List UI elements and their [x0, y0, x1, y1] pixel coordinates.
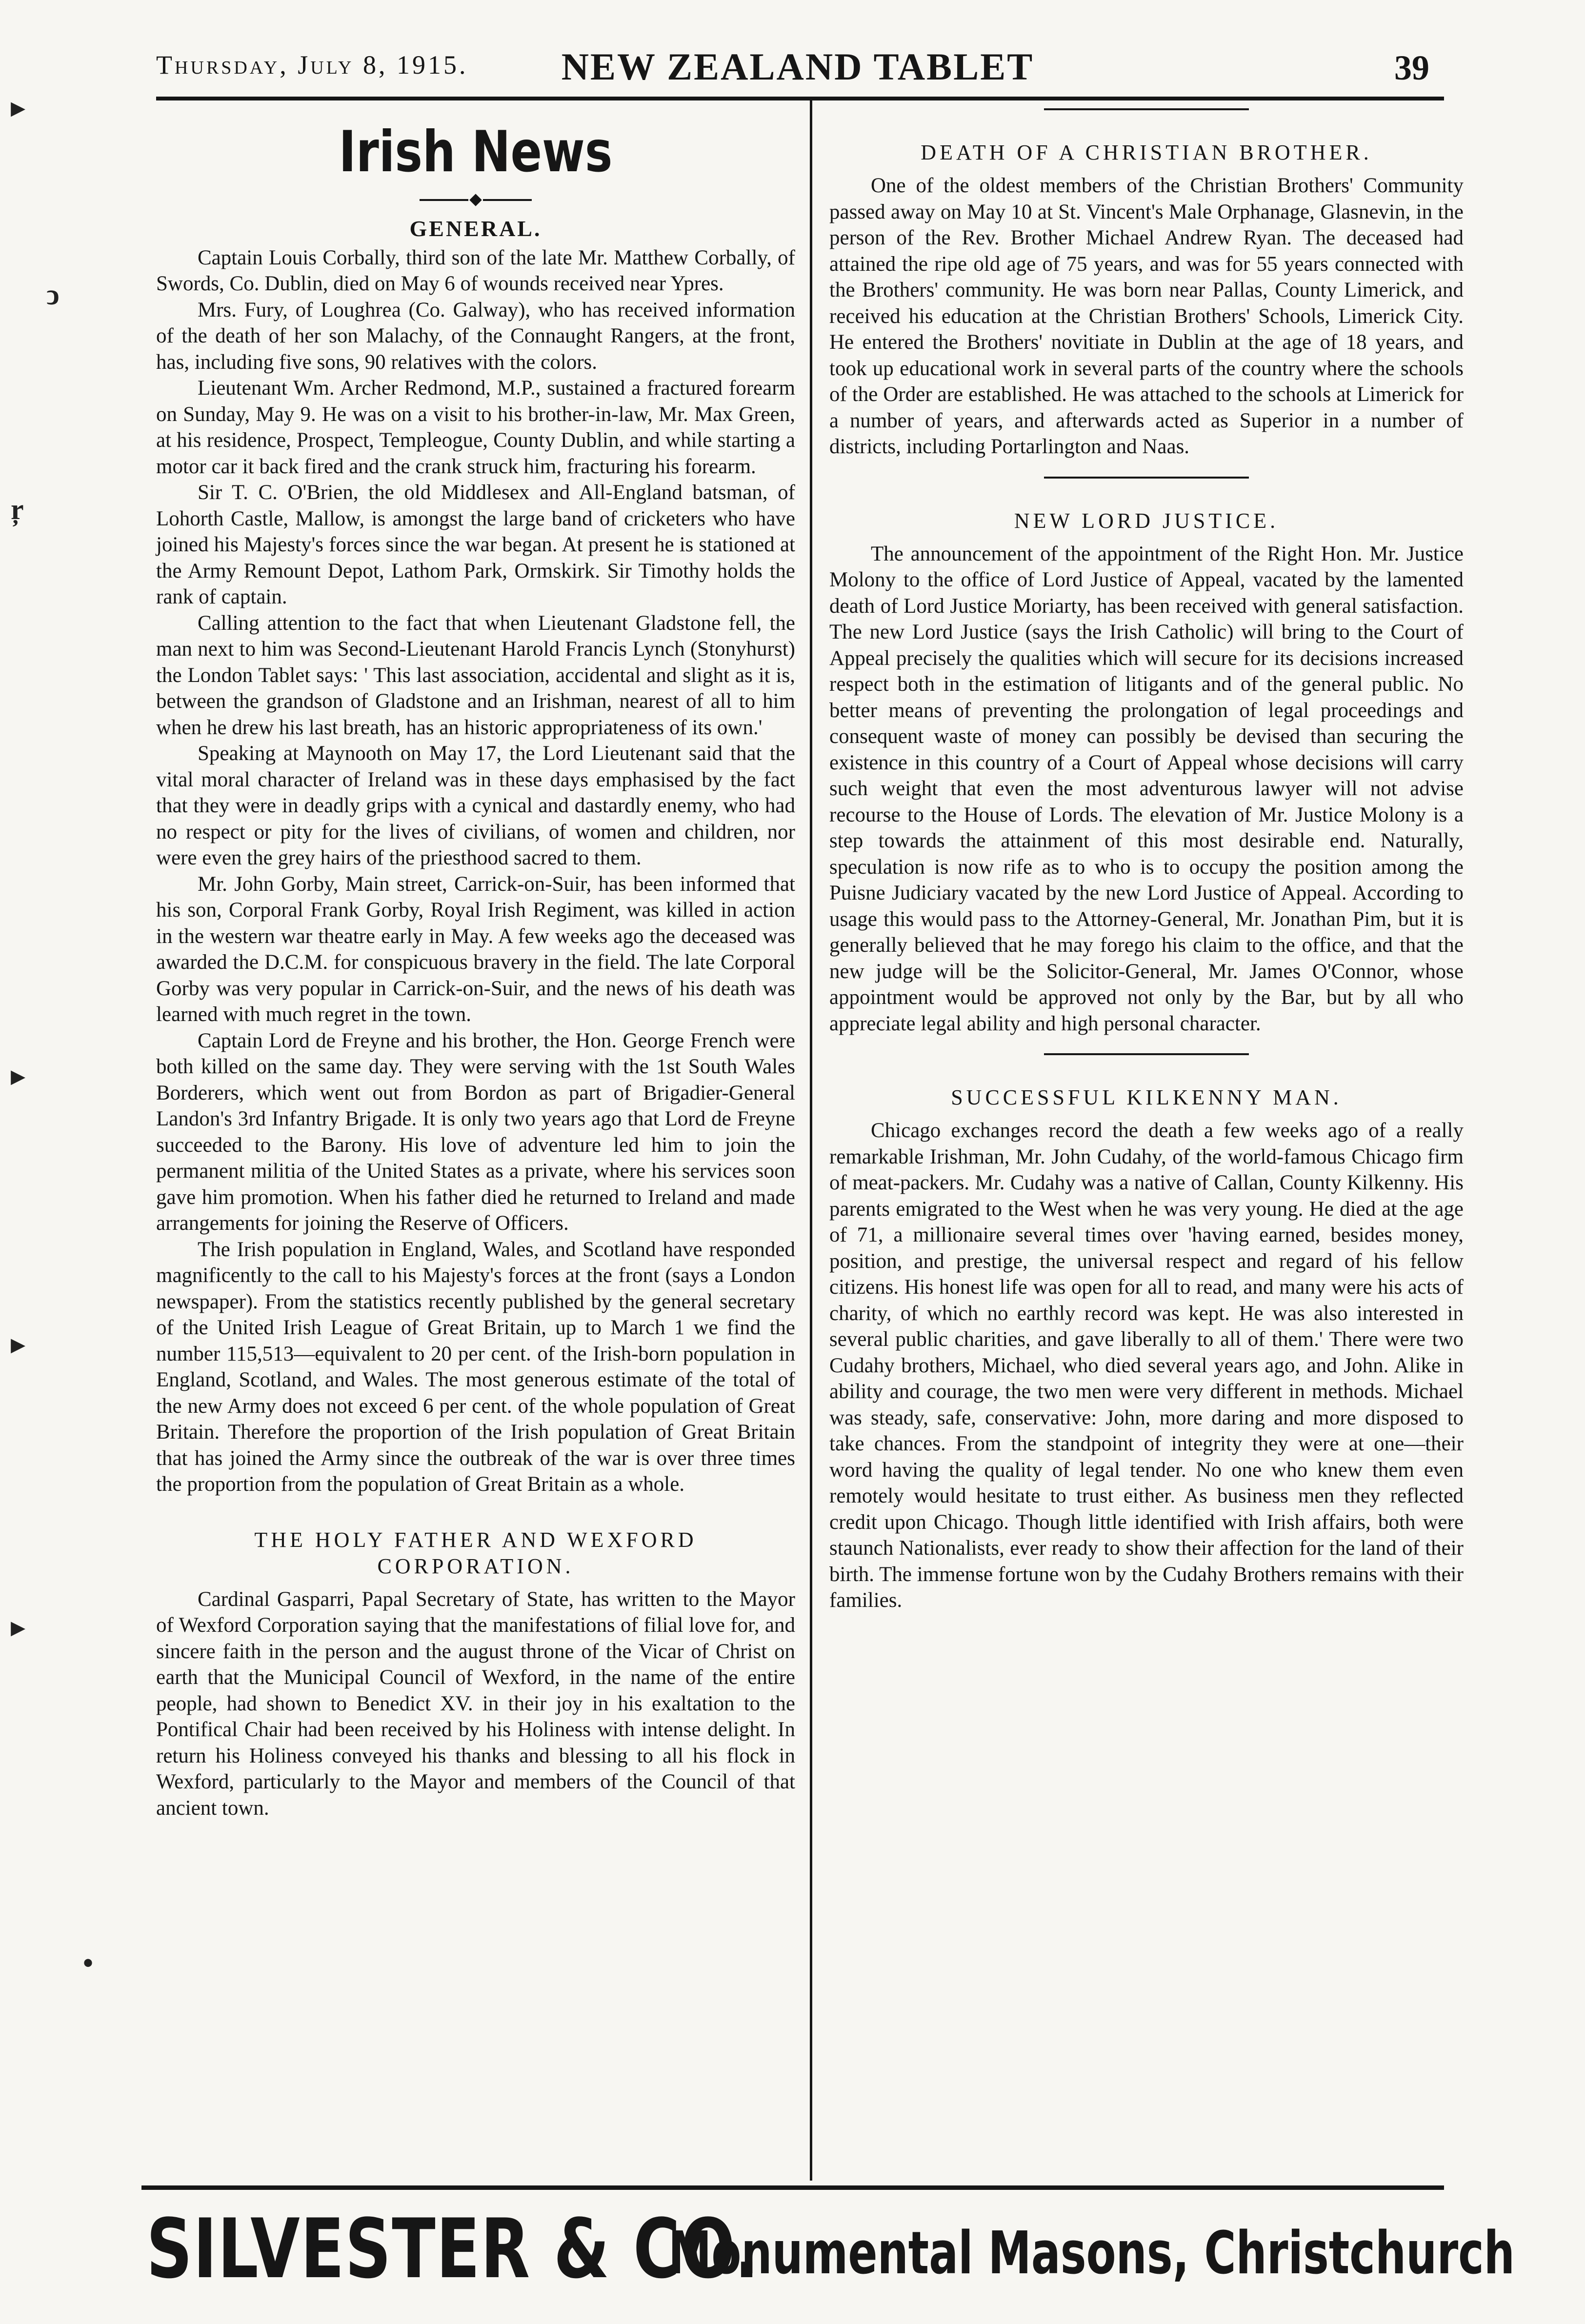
lord-justice-text: The announcement of the appointment of the Right Hon. Mr. Justice Molony to the office of Lord Justice of Appeal, vacated by the lamented death of Lord Justice Moriarty, has been received with general satisfaction. The new Lord Justice (says the Irish Catholic) will bring to the Court of Appeal precisely the qualities which will secure for its decisions increased respect both in the estimation of litigants and of the general public. No better means of preventing the prolongation of legal proceedings and consequent waste of money can possibly be devised than securing the existence in this country of a Court of Appeal whose decisions will carry such weight that even the most adventurous lawyer will not advise recourse to the House of Lords. The elevation of Mr. Justice Molony is a step towards the attainment of this most desirable end. Naturally, speculation is now rife as to who is to occupy the position among the Puisne Judiciary vacated by the new Lord Justice of Appeal. According to usage this would pass to the Attorney-General, Mr. Jonathan Pim, but it is generally believed that he may forego his claim to the office, and that the new judge will be the Solicitor-General, Mr. James O'Connor, whose appointment would be approved not only by the Bar, but by all who appreciate legal ability and high personal character.: [829, 542, 1464, 1035]
margin-mark: ▸: [11, 1060, 26, 1092]
news-item: Captain Louis Corbally, third son of the late Mr. Matthew Corbally, of Swords, Co. Dublin, died on May 6 of wounds received near Ypres.: [156, 246, 795, 295]
section-rule: [1044, 1053, 1249, 1055]
news-item: Speaking at Maynooth on May 17, the Lord Lieutenant said that the vital moral character of Ireland was in these days emphasised by the fact that they were in deadly grips with a cynical and dastardly enemy, who had no respect or pity for the lives of civilians, of women and children, nor were even the grey hairs of the priesthood sacred to them.: [156, 742, 795, 869]
right-column: [829, 108, 1464, 1614]
margin-mark: ŗ: [11, 493, 24, 525]
margin-mark: ▸: [11, 1611, 26, 1643]
section-title: Irish News: [339, 119, 613, 185]
holy-father-text: Cardinal Gasparri, Papal Secretary of State, has written to the Mayor of Wexford Corporation saying that the manifestations of filial love for, and sincere faith in the person and the august throne of the Vicar of Christ on earth that the Municipal Council of Wexford, in the name of the entire people, had shown to Benedict XV. in their joy in his exaltation to the Pontifical Chair had been received by his Holiness with intense delight. In return his Holiness conveyed his thanks and blessing to all his flock in Wexford, particularly to the Mayor and members of the Council of that ancient town.: [156, 1587, 795, 1820]
news-item: Calling attention to the fact that when Lieutenant Gladstone fell, the man next to him was Second-Lieutenant Harold Francis Lynch (Stonyhurst) the London Tablet says: ' This last association, accidental and slight as it is, between the grandson of Gladstone and an Irishman, nearest of all to him when he drew his last breath, has an historic appropriateness of its own.': [156, 611, 795, 739]
news-item: Captain Lord de Freyne and his brother, the Hon. George French were both killed on the same day. They were serving with the 1st South Wales Borderers, which went out from Bordon as part of Brigadier-General Landon's 3rd Infantry Brigade. It is only two years ago that Lord de Freyne succeeded to the Barony. His love of adventure led him to join the permanent militia of the United States as a private, where his services soon gave him promotion. When his father died he returned to Ireland and made arrangements for joining the Reserve of Officers.: [156, 1029, 795, 1235]
news-item: The Irish population in England, Wales, and Scotland have responded magnificently to the call to his Majesty's forces at the front (says a London newspaper). From the statistics recently published by the general secretary of the United Irish League of Great Britain, up to March 1 we find the number 115,513—equivalent to 20 per cent. of the Irish-born population in England, Scotland, and Wales. The most generous estimate of the total of the new Army does not exceed 6 per cent. of the whole population of Great Britain. Therefore the proportion of the Irish population of Great Britain that has joined the Army since the outbreak of the war is over three times the proportion from the population of Great Britain as a whole.: [156, 1238, 795, 1496]
general-heading: GENERAL.: [409, 216, 542, 241]
margin-mark: ↄ: [46, 279, 60, 311]
news-item: Mr. John Gorby, Main street, Carrick-on-Suir, has been informed that his son, Corporal Frank Gorby, Royal Irish Regiment, was killed in action in the western war theatre early in May. A few weeks ago the deceased was awarded the D.C.M. for conspicuous bravery in the field. The late Corporal Gorby was very popular in Carrick-on-Suir, and the news of his death was learned with much regret in the town.: [156, 872, 795, 1026]
issue-date: Thursday, July 8, 1915.: [156, 50, 468, 80]
kilkenny-heading: SUCCESSFUL KILKENNY MAN.: [951, 1085, 1342, 1109]
margin-mark: •: [83, 1947, 94, 1979]
lord-justice-heading: NEW LORD JUSTICE.: [1014, 508, 1279, 533]
section-rule: [1044, 477, 1249, 479]
ornament-divider: [156, 191, 795, 209]
margin-mark: ▸: [11, 1328, 26, 1360]
advertisement-banner: [146, 2201, 1515, 2297]
christian-brother-heading: DEATH OF A CHRISTIAN BROTHER.: [921, 140, 1372, 164]
christian-brother-text: One of the oldest members of the Christian Brothers' Community passed away on May 10 at St. Vincent's Male Orphanage, Glasnevin, in the person of the Rev. Brother Michael Andrew Ryan. The deceased had attained the ripe old age of 75 years, and was for 55 years connected with the Brothers' community. He was born near Pallas, County Limerick, and received his education at the Christian Brothers' Schools, Limerick City. He entered the Brothers' novitiate in Dublin at the age of 18 years, and took up educational work in several parts of the country where the schools of the Order are established. He was attached to the schools at Limerick for a number of years, and afterwards acted as Superior in a number of districts, including Portarlington and Naas.: [829, 174, 1464, 458]
section-rule: [1044, 108, 1249, 110]
advertiser-name: SILVESTER & CO.: [146, 2201, 760, 2297]
publication-title: NEW ZEALAND TABLET: [561, 45, 1034, 88]
advertiser-trade: Monumental Masons, Christchurch: [668, 2220, 1515, 2287]
page-number: 39: [1394, 48, 1429, 87]
left-column: [156, 108, 795, 1821]
holy-father-heading: THE HOLY FATHER AND WEXFORD CORPORATION.: [254, 1527, 697, 1578]
column-divider: [810, 98, 812, 2181]
header-rule: [156, 97, 1444, 100]
news-item: Lieutenant Wm. Archer Redmond, M.P., sustained a fractured forearm on Sunday, May 9. He was on a visit to his brother-in-law, Mr. Max Green, at his residence, Prospect, Templeogue, County Dublin, and while starting a motor car it back fired and the crank struck him, fracturing his forearm.: [156, 377, 795, 478]
kilkenny-text: Chicago exchanges record the death a few weeks ago of a really remarkable Irishman, Mr. John Cudahy, of the world-famous Chicago firm of meat-packers. Mr. Cudahy was a native of Callan, County Kilkenny. His parents emigrated to the West when he was very young. He died at the age of 71, a millionaire several times over 'having earned, besides money, position, and prestige, the universal respect and regard of his fellow citizens. His honest life was open for all to read, and many were his acts of charity, of which no earthly record was kept. He was also interested in several public charities, and gave liberally to all of them.' There were two Cudahy brothers, Michael, who died several years ago, and John. Alike in ability and courage, the two men were very different in methods. Michael was steady, safe, conservative: John, more daring and more disposed to take chances. From the standpoint of integrity they were at one—their word having the quality of legal tender. No one who knew them even remotely would hesitate to trust either. As business men they reflected credit upon Chicago. Though little identified with Irish affairs, both were staunch Nationalists, ever ready to show their affection for the land of their birth. The immense fortune won by the Cudahy Brothers remains with their families.: [829, 1119, 1464, 1612]
news-item: Mrs. Fury, of Loughrea (Co. Galway), who has received information of the death of her son Malachy, of the Connaught Rangers, at the front, has, including five sons, 90 relatives with the colors.: [156, 298, 795, 374]
news-item: Sir T. C. O'Brien, the old Middlesex and All-England batsman, of Lohorth Castle, Mallow, is amongst the large band of cricketers who have joined his Majesty's forces since the war began. At present he is stationed at the Army Remount Depot, Lathom Park, Ormskirk. Sir Timothy holds the rank of captain.: [156, 481, 795, 608]
margin-mark: ▸: [11, 91, 26, 123]
page-header: [156, 45, 1439, 99]
advertisement-rule: [141, 2185, 1444, 2190]
